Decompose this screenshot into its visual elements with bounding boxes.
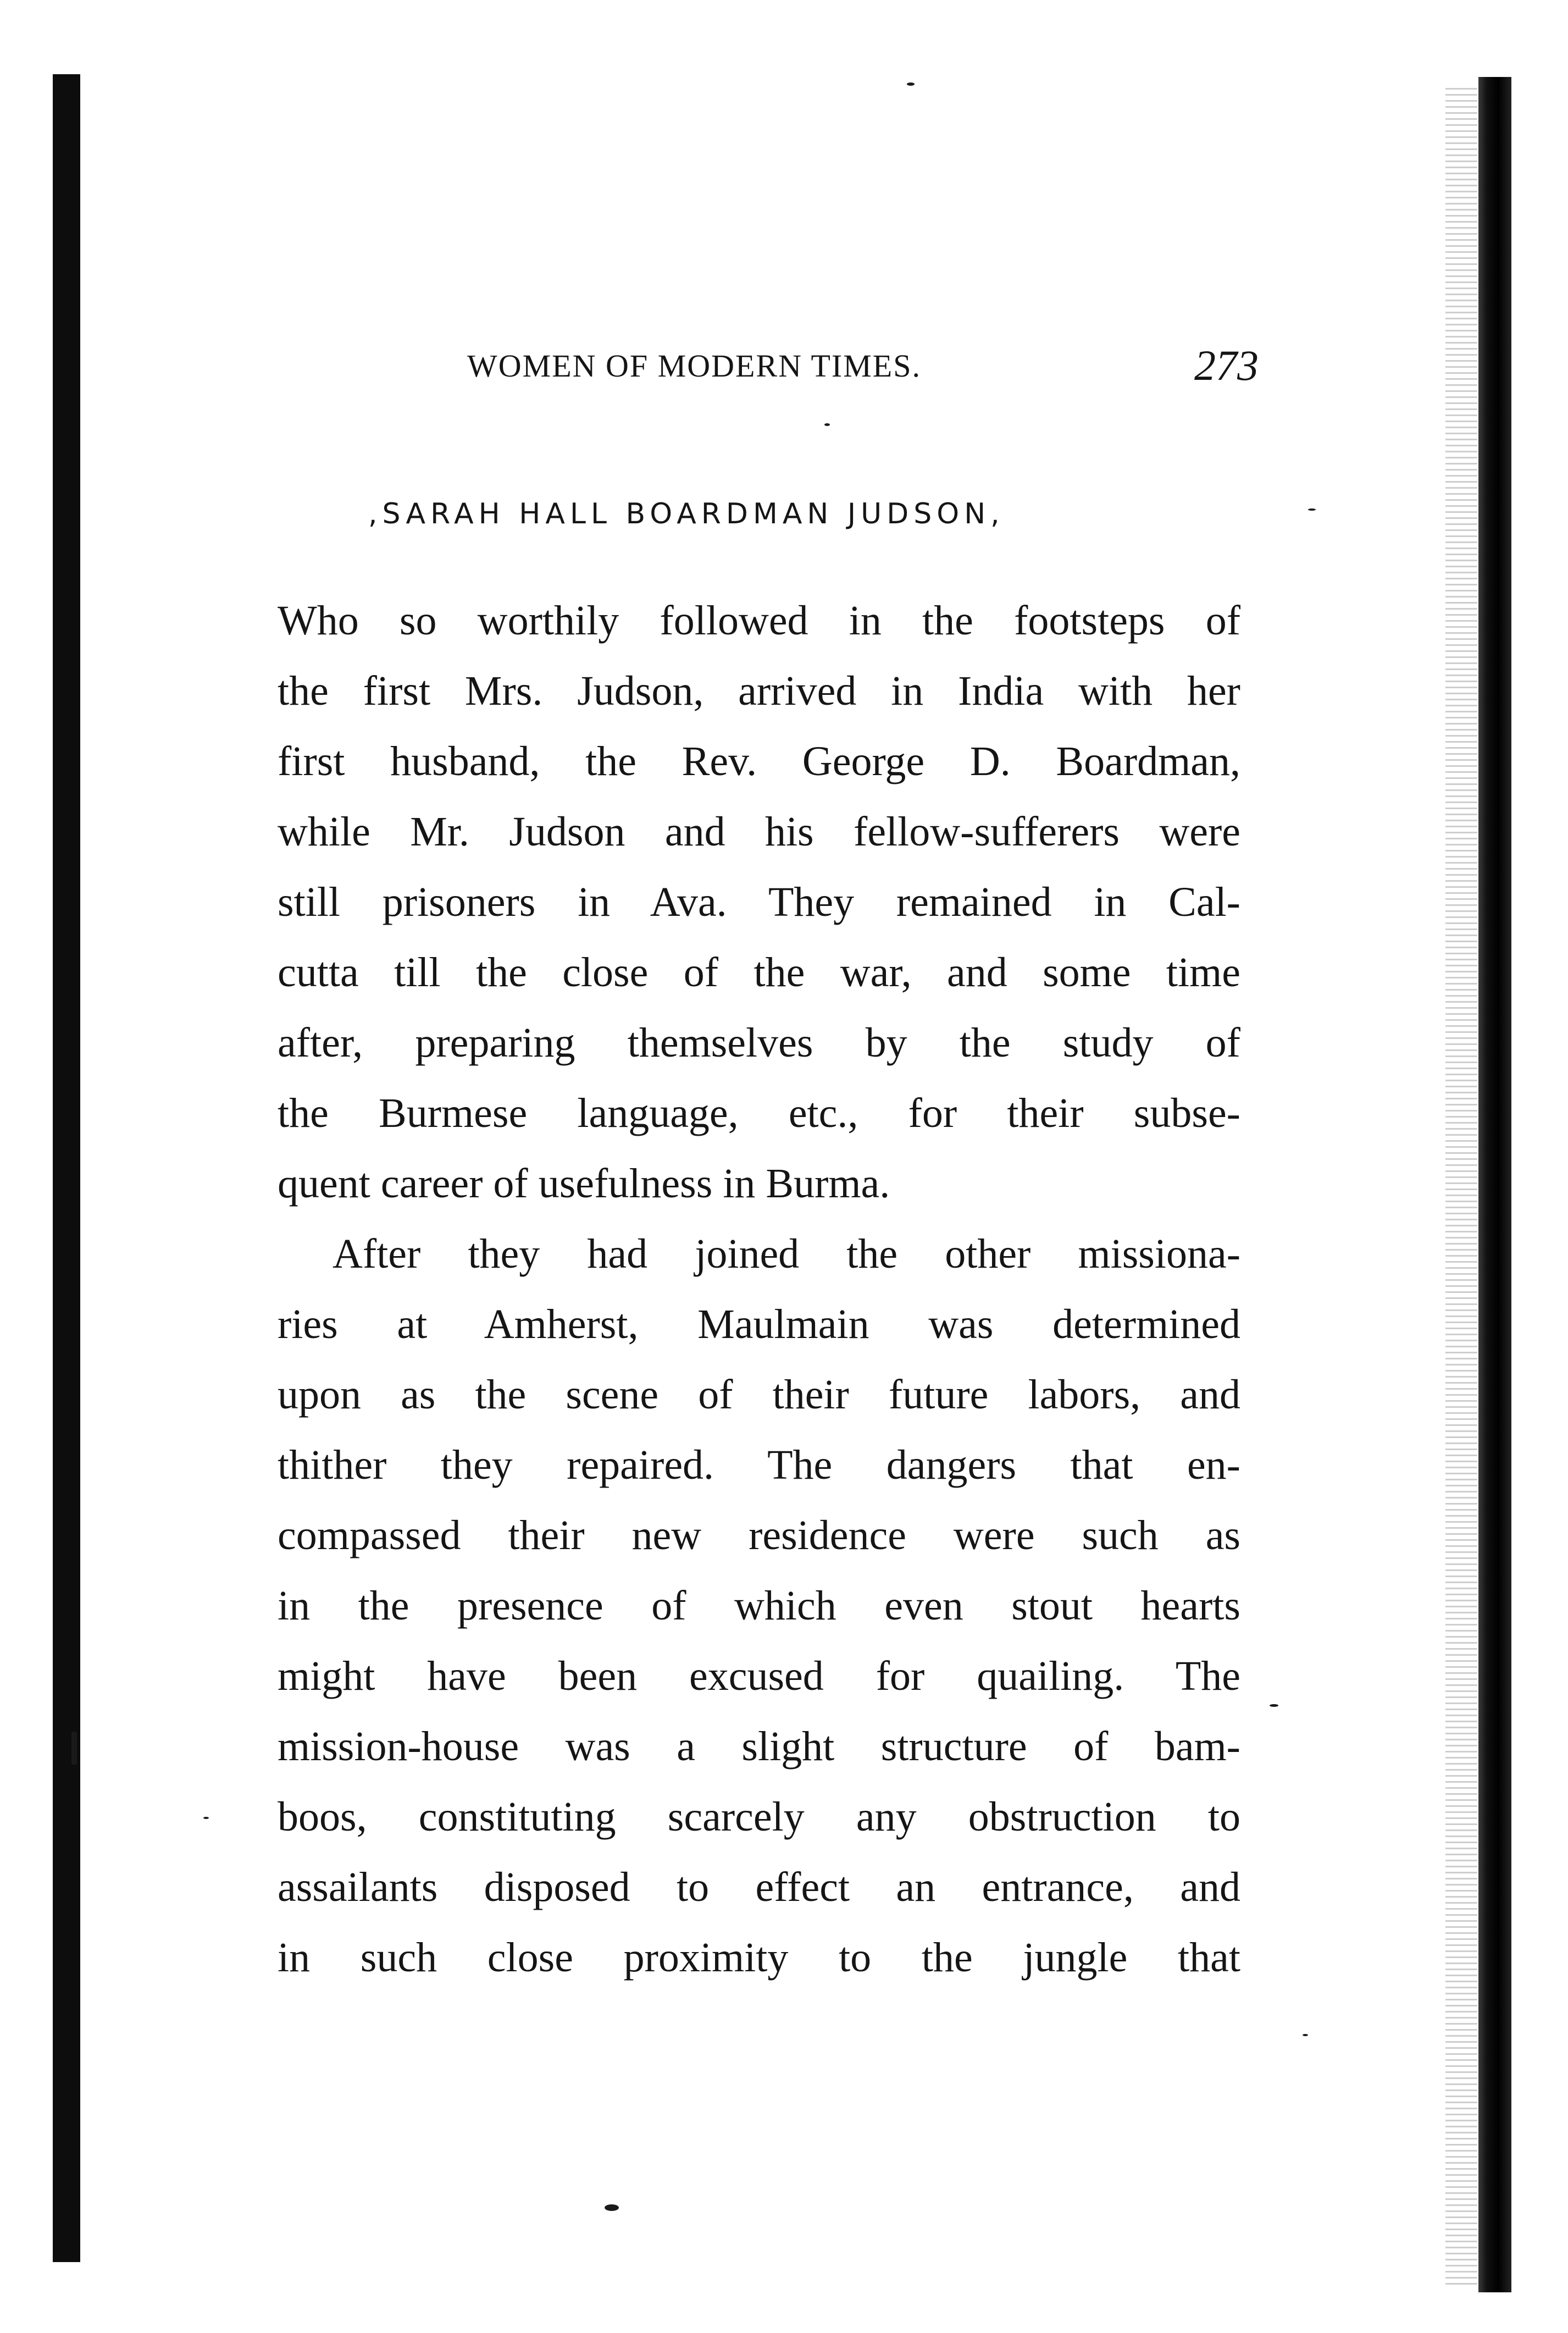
text-line: first husband, the Rev. George D. Boardman, [278,738,1240,784]
scan-left-edge [53,74,80,2262]
text-line: After they had joined the other missiona- [333,1231,1240,1277]
text-line: still prisoners in Ava. They remained in Cal- [278,879,1240,925]
text-line: thither they repaired. The dangers that en- [278,1442,1240,1488]
page-number: 273 [1194,341,1259,389]
text-line: boos, constituting scarcely any obstruction to [278,1794,1240,1840]
text-line: the first Mrs. Judson, arrived in India with her [278,668,1240,714]
scan-speck [824,423,830,426]
scan-speck [1303,2034,1308,2036]
scan-speck [907,82,915,86]
running-head [467,341,1259,390]
scan-right-noise [1445,88,1477,2287]
text-line: assailants disposed to effect an entrance, and [278,1864,1240,1910]
text-line: cutta till the close of the war, and some time [278,949,1240,996]
scan-right-edge [1478,77,1511,2292]
text-line: the Burmese language, etc., for their subse- [278,1090,1240,1136]
text-line: in such close proximity to the jungle that [278,1934,1240,1981]
text-line: quent career of usefulness in Burma. [278,1160,890,1207]
text-line: ries at Amherst, Maulmain was determined [278,1301,1240,1347]
scan-speck [1308,508,1316,511]
text-line: in the presence of which even stout hearts [278,1583,1240,1629]
text-line: while Mr. Judson and his fellow-sufferers were [278,809,1240,855]
text-line: Who so worthily followed in the footsteps of [278,598,1240,644]
text-line: upon as the scene of their future labors, and [278,1372,1240,1418]
scan-speck [1270,1704,1278,1707]
chapter-heading: ,SARAH HALL BOARDMAN JUDSON, [368,497,1005,530]
scan-speck [71,1732,77,1765]
scan-speck [203,1817,209,1819]
text-line: compassed their new residence were such as [278,1512,1240,1558]
running-head-title: WOMEN OF MODERN TIMES. [467,348,921,384]
text-line: might have been excused for quailing. The [278,1653,1240,1699]
text-line: mission-house was a slight structure of bam- [278,1723,1240,1770]
scan-speck [605,2204,619,2211]
body-text [278,585,1240,1993]
text-line: after, preparing themselves by the study of [278,1020,1240,1066]
